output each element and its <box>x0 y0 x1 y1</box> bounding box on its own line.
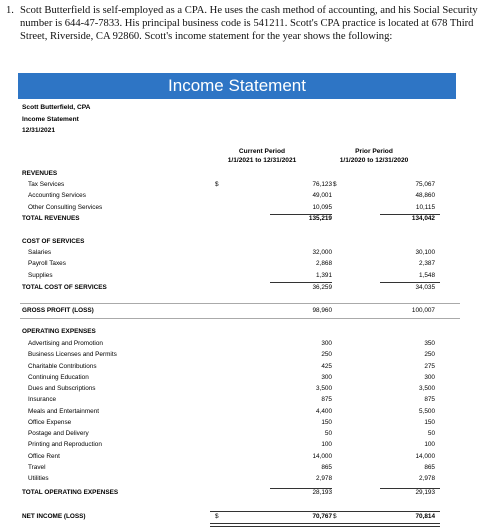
prior-period-value: 2,387 <box>419 260 435 268</box>
current-period-value: 135,219 <box>308 215 332 222</box>
current-period-value: 32,000 <box>312 249 332 256</box>
prior-period-value: 30,100 <box>415 249 435 256</box>
current-period-value: 49,001 <box>312 192 332 200</box>
currency-symbol: $ <box>215 181 219 188</box>
opex-row <box>22 407 462 417</box>
current-period-value: 100 <box>321 441 332 449</box>
row-label: Printing and Reproduction <box>28 441 102 449</box>
row-label: Other Consulting Services <box>28 203 103 211</box>
row-label: Postage and Delivery <box>28 430 89 437</box>
net-income-double-underline <box>210 523 330 527</box>
prior-period-value: 134,042 <box>411 215 435 222</box>
row-label: Salaries <box>28 249 52 256</box>
opex-row <box>22 418 462 428</box>
section-heading <box>22 327 462 337</box>
current-period-value: 3,500 <box>316 385 332 392</box>
current-period-value: 98,960 <box>312 307 332 314</box>
company-header <box>22 102 90 137</box>
opex-row <box>22 384 462 394</box>
current-period-value: 4,400 <box>316 407 332 415</box>
currency-symbol: $ <box>333 181 337 188</box>
revenue-row <box>22 180 462 190</box>
opex-row <box>22 339 462 349</box>
cost-row <box>22 271 462 281</box>
problem-number: 1. <box>6 5 14 16</box>
prior-period-value: 250 <box>424 351 435 359</box>
current-period-label: Current Period <box>238 148 286 155</box>
current-period-range: 1/1/2021 to 12/31/2021 <box>227 157 297 164</box>
current-period-value: 50 <box>324 430 332 437</box>
opex-row <box>22 440 462 450</box>
total-row <box>22 214 462 224</box>
prior-period-value: 875 <box>424 396 435 404</box>
current-period-value: 28,193 <box>312 489 332 496</box>
row-label: Meals and Entertainment <box>28 407 100 415</box>
row-label: Advertising and Promotion <box>28 340 103 347</box>
gross-profit-row <box>22 306 462 316</box>
current-period-value: 150 <box>321 418 332 426</box>
current-period-value: 76,123 <box>312 181 332 188</box>
opex-row <box>22 429 462 439</box>
problem-statement <box>6 4 478 43</box>
currency-symbol: $ <box>333 513 337 520</box>
current-period-value: 300 <box>321 340 332 347</box>
statement-name: Income Statement <box>22 115 79 123</box>
problem-text: Scott Butterfield is self-employed as a CPA. He uses the cash method of accounting, and his Social Security number is 644-47-7833. His principal business code is 541211. Scott's CPA practice is located at 678 Third Street, Riverside, CA 92860. Scott's income statement for the year shows the following: <box>20 5 478 42</box>
net-income-row <box>22 512 462 522</box>
current-period-value: 300 <box>321 373 332 381</box>
row-label: Office Expense <box>28 418 72 426</box>
current-period-value: 425 <box>321 362 332 370</box>
cost-row <box>22 259 462 269</box>
gross-profit-rule <box>20 318 460 319</box>
prior-period-value: 150 <box>424 418 435 426</box>
row-label: Accounting Services <box>28 192 86 200</box>
prior-period-value: 10,115 <box>415 203 435 211</box>
total-row <box>22 488 462 498</box>
row-label: Utilities <box>28 475 49 482</box>
prior-period-range: 1/1/2020 to 12/31/2020 <box>339 157 409 164</box>
row-label: Travel <box>28 463 46 471</box>
company-name: Scott Butterfield, CPA <box>22 104 91 111</box>
prior-period-value: 100,007 <box>411 307 435 314</box>
current-period-header <box>212 147 312 165</box>
current-period-value: 36,259 <box>312 283 332 291</box>
opex-row <box>22 395 462 405</box>
row-label: Dues and Subscriptions <box>28 385 96 392</box>
current-period-value: 250 <box>321 351 332 359</box>
prior-period-header <box>324 147 424 165</box>
prior-period-value: 29,193 <box>415 489 435 496</box>
current-period-value: 70,767 <box>312 513 332 520</box>
row-label: GROSS PROFIT (LOSS) <box>22 307 94 314</box>
row-label: COST OF SERVICES <box>22 238 85 245</box>
prior-period-value: 2,978 <box>419 475 435 482</box>
currency-symbol: $ <box>215 513 219 520</box>
prior-period-value: 3,500 <box>419 385 435 392</box>
opex-row <box>22 362 462 372</box>
current-period-value: 14,000 <box>312 452 332 460</box>
opex-row <box>22 350 462 360</box>
cost-row <box>22 248 462 258</box>
row-label: Charitable Contributions <box>28 362 97 370</box>
row-label: TOTAL REVENUES <box>22 215 80 222</box>
row-label: TOTAL COST OF SERVICES <box>22 283 107 291</box>
revenue-row <box>22 191 462 201</box>
row-label: Office Rent <box>28 452 60 460</box>
row-label: Payroll Taxes <box>28 260 66 268</box>
prior-period-value: 14,000 <box>415 452 435 460</box>
row-label: Business Licenses and Permits <box>28 351 117 359</box>
prior-period-value: 5,500 <box>419 407 435 415</box>
row-label: TOTAL OPERATING EXPENSES <box>22 489 119 496</box>
prior-period-value: 70,814 <box>415 513 435 520</box>
opex-row <box>22 463 462 473</box>
section-heading <box>22 169 462 179</box>
total-row <box>22 283 462 293</box>
prior-period-value: 1,548 <box>419 271 435 279</box>
prior-period-value: 300 <box>424 373 435 381</box>
row-label: Supplies <box>28 271 53 279</box>
current-period-value: 1,391 <box>316 271 332 279</box>
prior-period-value: 100 <box>424 441 435 449</box>
current-period-value: 875 <box>321 396 332 404</box>
net-income-double-underline <box>328 523 440 527</box>
opex-row <box>22 373 462 383</box>
income-statement-banner: Income Statement <box>18 73 456 99</box>
opex-row <box>22 452 462 462</box>
current-period-value: 2,868 <box>316 260 332 268</box>
statement-date: 12/31/2021 <box>22 127 56 134</box>
row-label: REVENUES <box>22 170 58 177</box>
row-label: Insurance <box>28 396 57 404</box>
prior-period-value: 350 <box>424 340 435 347</box>
current-period-value: 2,978 <box>316 475 332 482</box>
prior-period-label: Prior Period <box>355 148 393 155</box>
current-period-value: 865 <box>321 463 332 471</box>
revenue-row <box>22 203 462 213</box>
prior-period-value: 50 <box>427 430 435 437</box>
prior-period-value: 275 <box>424 362 435 370</box>
row-label: Tax Services <box>28 181 65 188</box>
prior-period-value: 75,067 <box>415 181 435 188</box>
row-label: NET INCOME (LOSS) <box>22 513 86 520</box>
prior-period-value: 34,035 <box>415 283 435 291</box>
opex-row <box>22 474 462 484</box>
row-label: Continuing Education <box>28 373 89 381</box>
section-heading <box>22 237 462 247</box>
current-period-value: 10,095 <box>312 203 332 211</box>
row-label: OPERATING EXPENSES <box>22 328 96 335</box>
gross-profit-rule <box>20 303 460 304</box>
prior-period-value: 865 <box>424 463 435 471</box>
prior-period-value: 48,860 <box>415 192 435 200</box>
